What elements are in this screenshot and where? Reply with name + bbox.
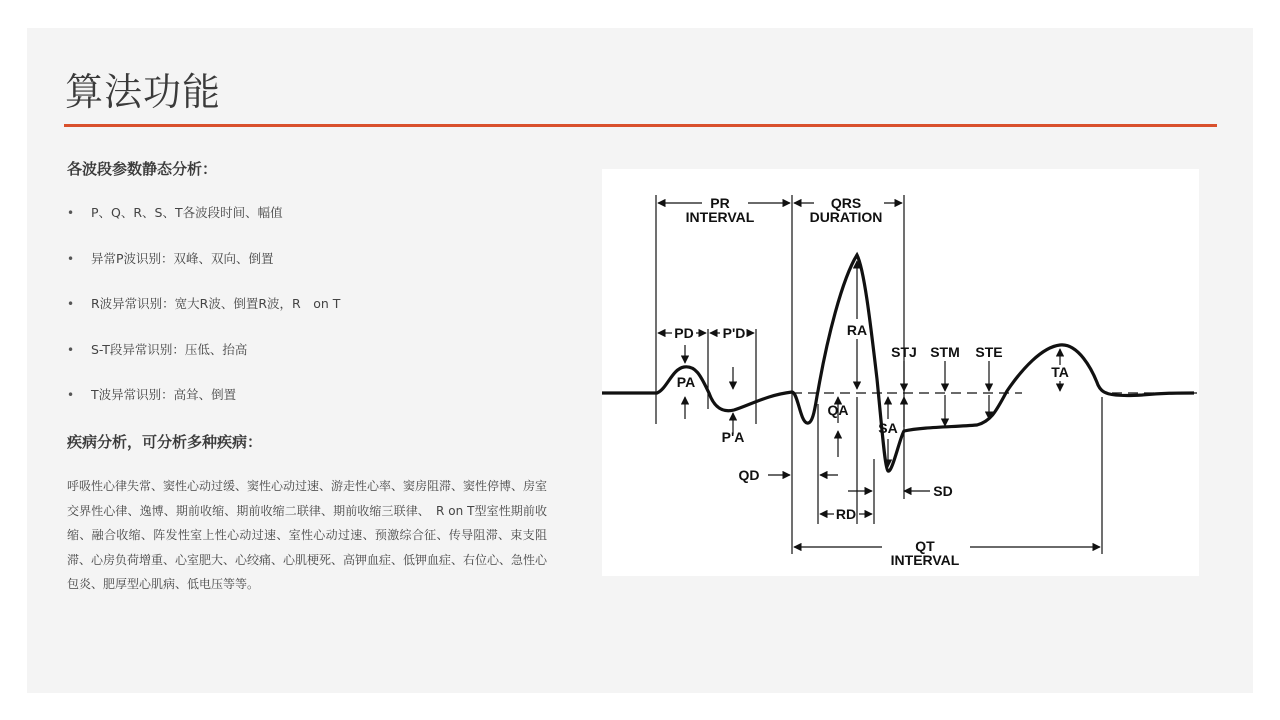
ppa-label: P'A bbox=[721, 429, 745, 445]
bullet-icon: • bbox=[67, 342, 75, 357]
slide bbox=[27, 28, 1253, 693]
ecg-diagram bbox=[602, 169, 1199, 576]
disease-list-text: 呼吸性心律失常、窦性心动过缓、窦性心动过速、游走性心率、窦房阻滞、窦性停博、房室交界性心律、逸博、期前收缩、期前收缩二联律、期前收缩三联律、 R on T型室性期前收缩、融合收缩、阵发性室上性心动过速、室性心动过速、预激综合征、传导阻滞、束支阻滞、心房负荷增重、心室肥大、心绞痛、心肌梗死、高钾血症、低钾血症、右位心、急性心包炎、肥厚型心肌病、低电压等等。 bbox=[67, 479, 548, 591]
pd-label: PD bbox=[674, 325, 694, 341]
list-item bbox=[67, 250, 340, 296]
list-item-text: 异常P波识别：双峰、双向、倒置 bbox=[91, 250, 274, 266]
rd-label: RD bbox=[835, 506, 857, 522]
list-item-text: S-T段异常识别：压低、抬高 bbox=[91, 341, 248, 357]
pa-label: PA bbox=[676, 374, 696, 390]
list-item-text: P、Q、R、S、T各波段时间、幅值 bbox=[91, 205, 283, 220]
ecg-waveform bbox=[602, 255, 1194, 471]
pr-interval-label: INTERVAL bbox=[685, 209, 755, 225]
list-item bbox=[67, 204, 340, 250]
qrs-label: QRS bbox=[830, 195, 862, 211]
qd-label: QD bbox=[738, 467, 760, 483]
list-item-text: T波异常识别：高耸、倒置 bbox=[91, 387, 237, 402]
bullet-icon: • bbox=[67, 388, 75, 402]
title-divider bbox=[64, 124, 1217, 127]
list-item bbox=[67, 295, 340, 341]
stj-label: STJ bbox=[891, 344, 917, 360]
stm-label: STM bbox=[930, 344, 960, 360]
pr-label: PR bbox=[710, 195, 730, 211]
bullet-icon: • bbox=[67, 206, 75, 220]
qrs-duration-label: DURATION bbox=[809, 209, 883, 225]
sd-label: SD bbox=[933, 483, 953, 499]
list-item bbox=[67, 386, 340, 432]
bullet-icon: • bbox=[67, 251, 75, 266]
qt-interval-label: INTERVAL bbox=[890, 552, 960, 568]
ra-label: RA bbox=[846, 322, 868, 338]
sa-label: SA bbox=[878, 420, 898, 436]
list-item bbox=[67, 341, 340, 387]
ppd-label: P'D bbox=[722, 325, 746, 341]
qt-label: QT bbox=[915, 538, 935, 554]
qa-label: QA bbox=[827, 402, 849, 418]
feature-list bbox=[67, 204, 340, 432]
list-item-text: R波异常识别：宽大R波、倒置R波，R on T bbox=[91, 296, 341, 311]
disease-analysis-heading: 疾病分析，可分析多种疾病： bbox=[67, 433, 263, 451]
bullet-icon: • bbox=[67, 297, 75, 311]
static-analysis-heading: 各波段参数静态分析： bbox=[67, 160, 218, 178]
ta-label: TA bbox=[1051, 364, 1069, 380]
ecg-diagram-svg bbox=[602, 169, 1199, 576]
page-title: 算法功能 bbox=[65, 70, 222, 114]
ste-label: STE bbox=[975, 344, 1003, 360]
